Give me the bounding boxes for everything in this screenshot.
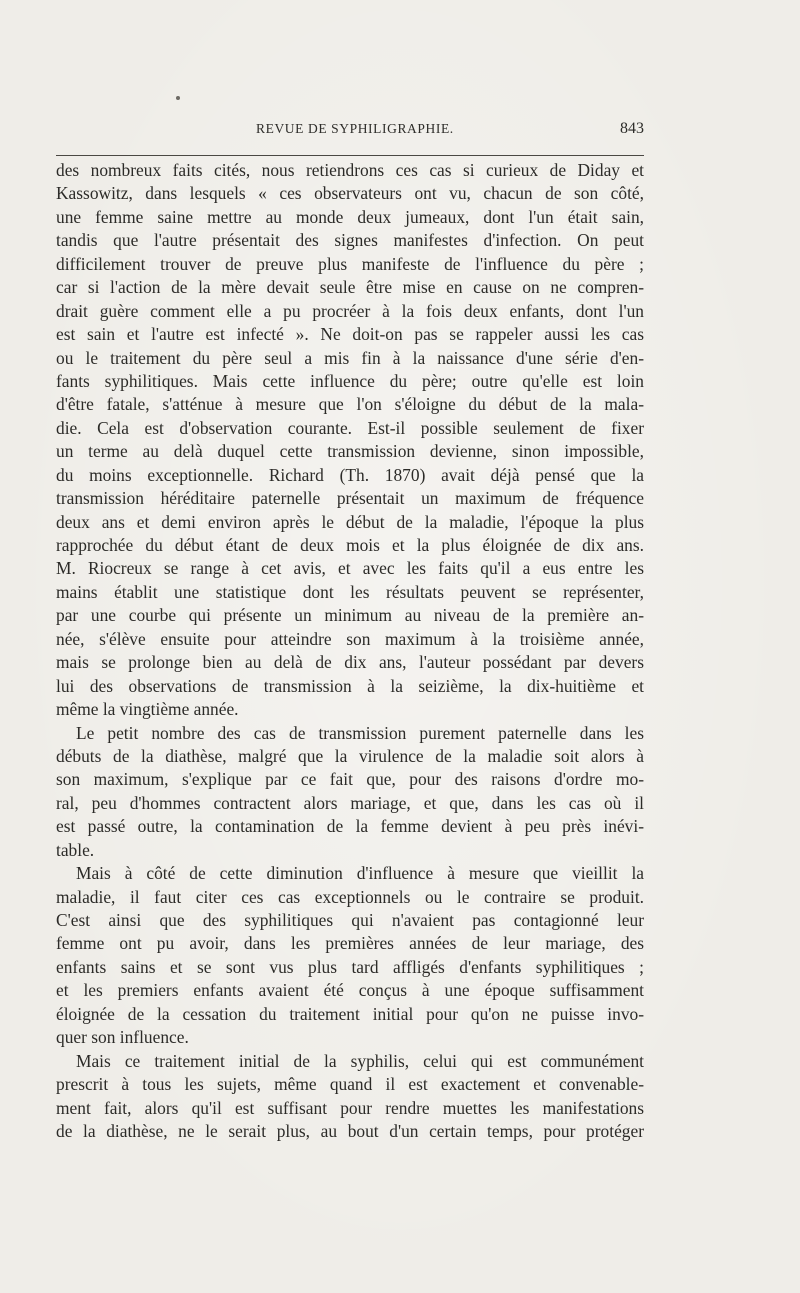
text-line: un terme au delà duquel cette transmission devienne, sinon impossible, (56, 441, 644, 462)
text-line: est sain et l'autre est infecté ». Ne doit-on pas se rappeler aussi les cas (56, 324, 644, 345)
text-line: son maximum, s'explique par ce fait que, pour des raisons d'ordre mo- (56, 769, 644, 790)
text-line: Le petit nombre des cas de transmission purement paternelle dans les (76, 722, 644, 743)
text-line: deux ans et demi environ après le début de la maladie, l'époque la plus (56, 511, 644, 532)
text-line: maladie, il faut citer ces cas exceptionnels ou le contraire se produit. (56, 886, 644, 907)
text-line: éloignée de la cessation du traitement initial pour qu'on ne puisse invo- (56, 1003, 644, 1024)
text-line: C'est ainsi que des syphilitiques qui n'avaient pas contagionné leur (56, 910, 644, 930)
text-line: quer son influence. (56, 1027, 189, 1048)
text-line: de la diathèse, ne le serait plus, au bout d'un certain temps, pour protéger (56, 1120, 644, 1141)
text-line: ment fait, alors qu'il est suffisant pour rendre muettes les manifestations (56, 1097, 644, 1118)
text-line: ral, peu d'hommes contractent alors mariage, et que, dans les cas où il (56, 792, 644, 813)
text-line: fants syphilitiques. Mais cette influence du père; outre qu'elle est loin (56, 370, 644, 391)
text-line: transmission héréditaire paternelle présentait un maximum de fréquence (56, 488, 644, 509)
text-line: par une courbe qui présente un minimum au niveau de la première an- (56, 605, 644, 626)
text-line: die. Cela est d'observation courante. Est-il possible seulement de fixer (56, 417, 644, 438)
page-header (56, 121, 644, 143)
running-title: REVUE DE SYPHILIGRAPHIE. (256, 121, 454, 136)
text-line: tandis que l'autre présentait des signes manifestes d'infection. On peut (56, 230, 644, 251)
text-line: femme ont pu avoir, dans les premières années de leur mariage, des (56, 933, 644, 954)
text-line: d'être fatale, s'atténue à mesure que l'on s'éloigne du début de la mala- (56, 394, 644, 415)
text-line: mais se prolonge bien au delà de dix ans, l'auteur possédant par devers (56, 652, 644, 673)
text-line: et les premiers enfants avaient été conçus à une époque suffisamment (56, 980, 644, 1001)
body-text (56, 159, 644, 1143)
ink-speck (176, 96, 180, 100)
text-line: née, s'élève ensuite pour atteindre son maximum à la troisième année, (56, 628, 644, 649)
text-line: M. Riocreux se range à cet avis, et avec les faits qu'il a eus entre les (56, 558, 644, 579)
text-line: enfants sains et se sont vus plus tard affligés d'enfants syphilitiques ; (56, 956, 644, 977)
text-line: Kassowitz, dans lesquels « ces observateurs ont vu, chacun de son côté, (56, 183, 644, 204)
page-number: 843 (620, 120, 644, 137)
text-line: Mais à côté de cette diminution d'influence à mesure que vieillit la (76, 863, 644, 884)
text-line: ou le traitement du père seul a mis fin à la naissance d'une série d'en- (56, 347, 644, 368)
text-line: car si l'action de la mère devait seule être mise en cause on ne compren- (56, 277, 644, 298)
text-line: table. (56, 839, 95, 860)
text-line: difficilement trouver de preuve plus manifeste de l'influence du père ; (56, 253, 644, 274)
text-line: est passé outre, la contamination de la femme devient à peu près inévi- (56, 816, 644, 837)
text-line: débuts de la diathèse, malgré que la virulence de la maladie soit alors à (56, 745, 644, 766)
text-line: Mais ce traitement initial de la syphilis, celui qui est communément (76, 1050, 644, 1071)
text-line: du moins exceptionnelle. Richard (Th. 1870) avait déjà pensé que la (56, 464, 644, 485)
text-line: mains établit une statistique dont les résultats peuvent se représenter, (56, 581, 644, 602)
text-line: lui des observations de transmission à la seizième, la dix-huitième et (56, 675, 644, 696)
text-line: drait guère comment elle a pu procréer à la fois deux enfants, dont l'un (56, 300, 644, 321)
text-line: prescrit à tous les sujets, même quand il est exactement et convenable- (56, 1074, 644, 1095)
text-line: rapprochée du début étant de deux mois et la plus éloignée de dix ans. (56, 535, 644, 555)
text-line: même la vingtième année. (56, 699, 239, 720)
text-line: une femme saine mettre au monde deux jumeaux, dont l'un était sain, (56, 206, 644, 227)
header-rule (56, 155, 644, 156)
text-line: des nombreux faits cités, nous retiendrons ces cas si curieux de Diday et (56, 160, 644, 180)
